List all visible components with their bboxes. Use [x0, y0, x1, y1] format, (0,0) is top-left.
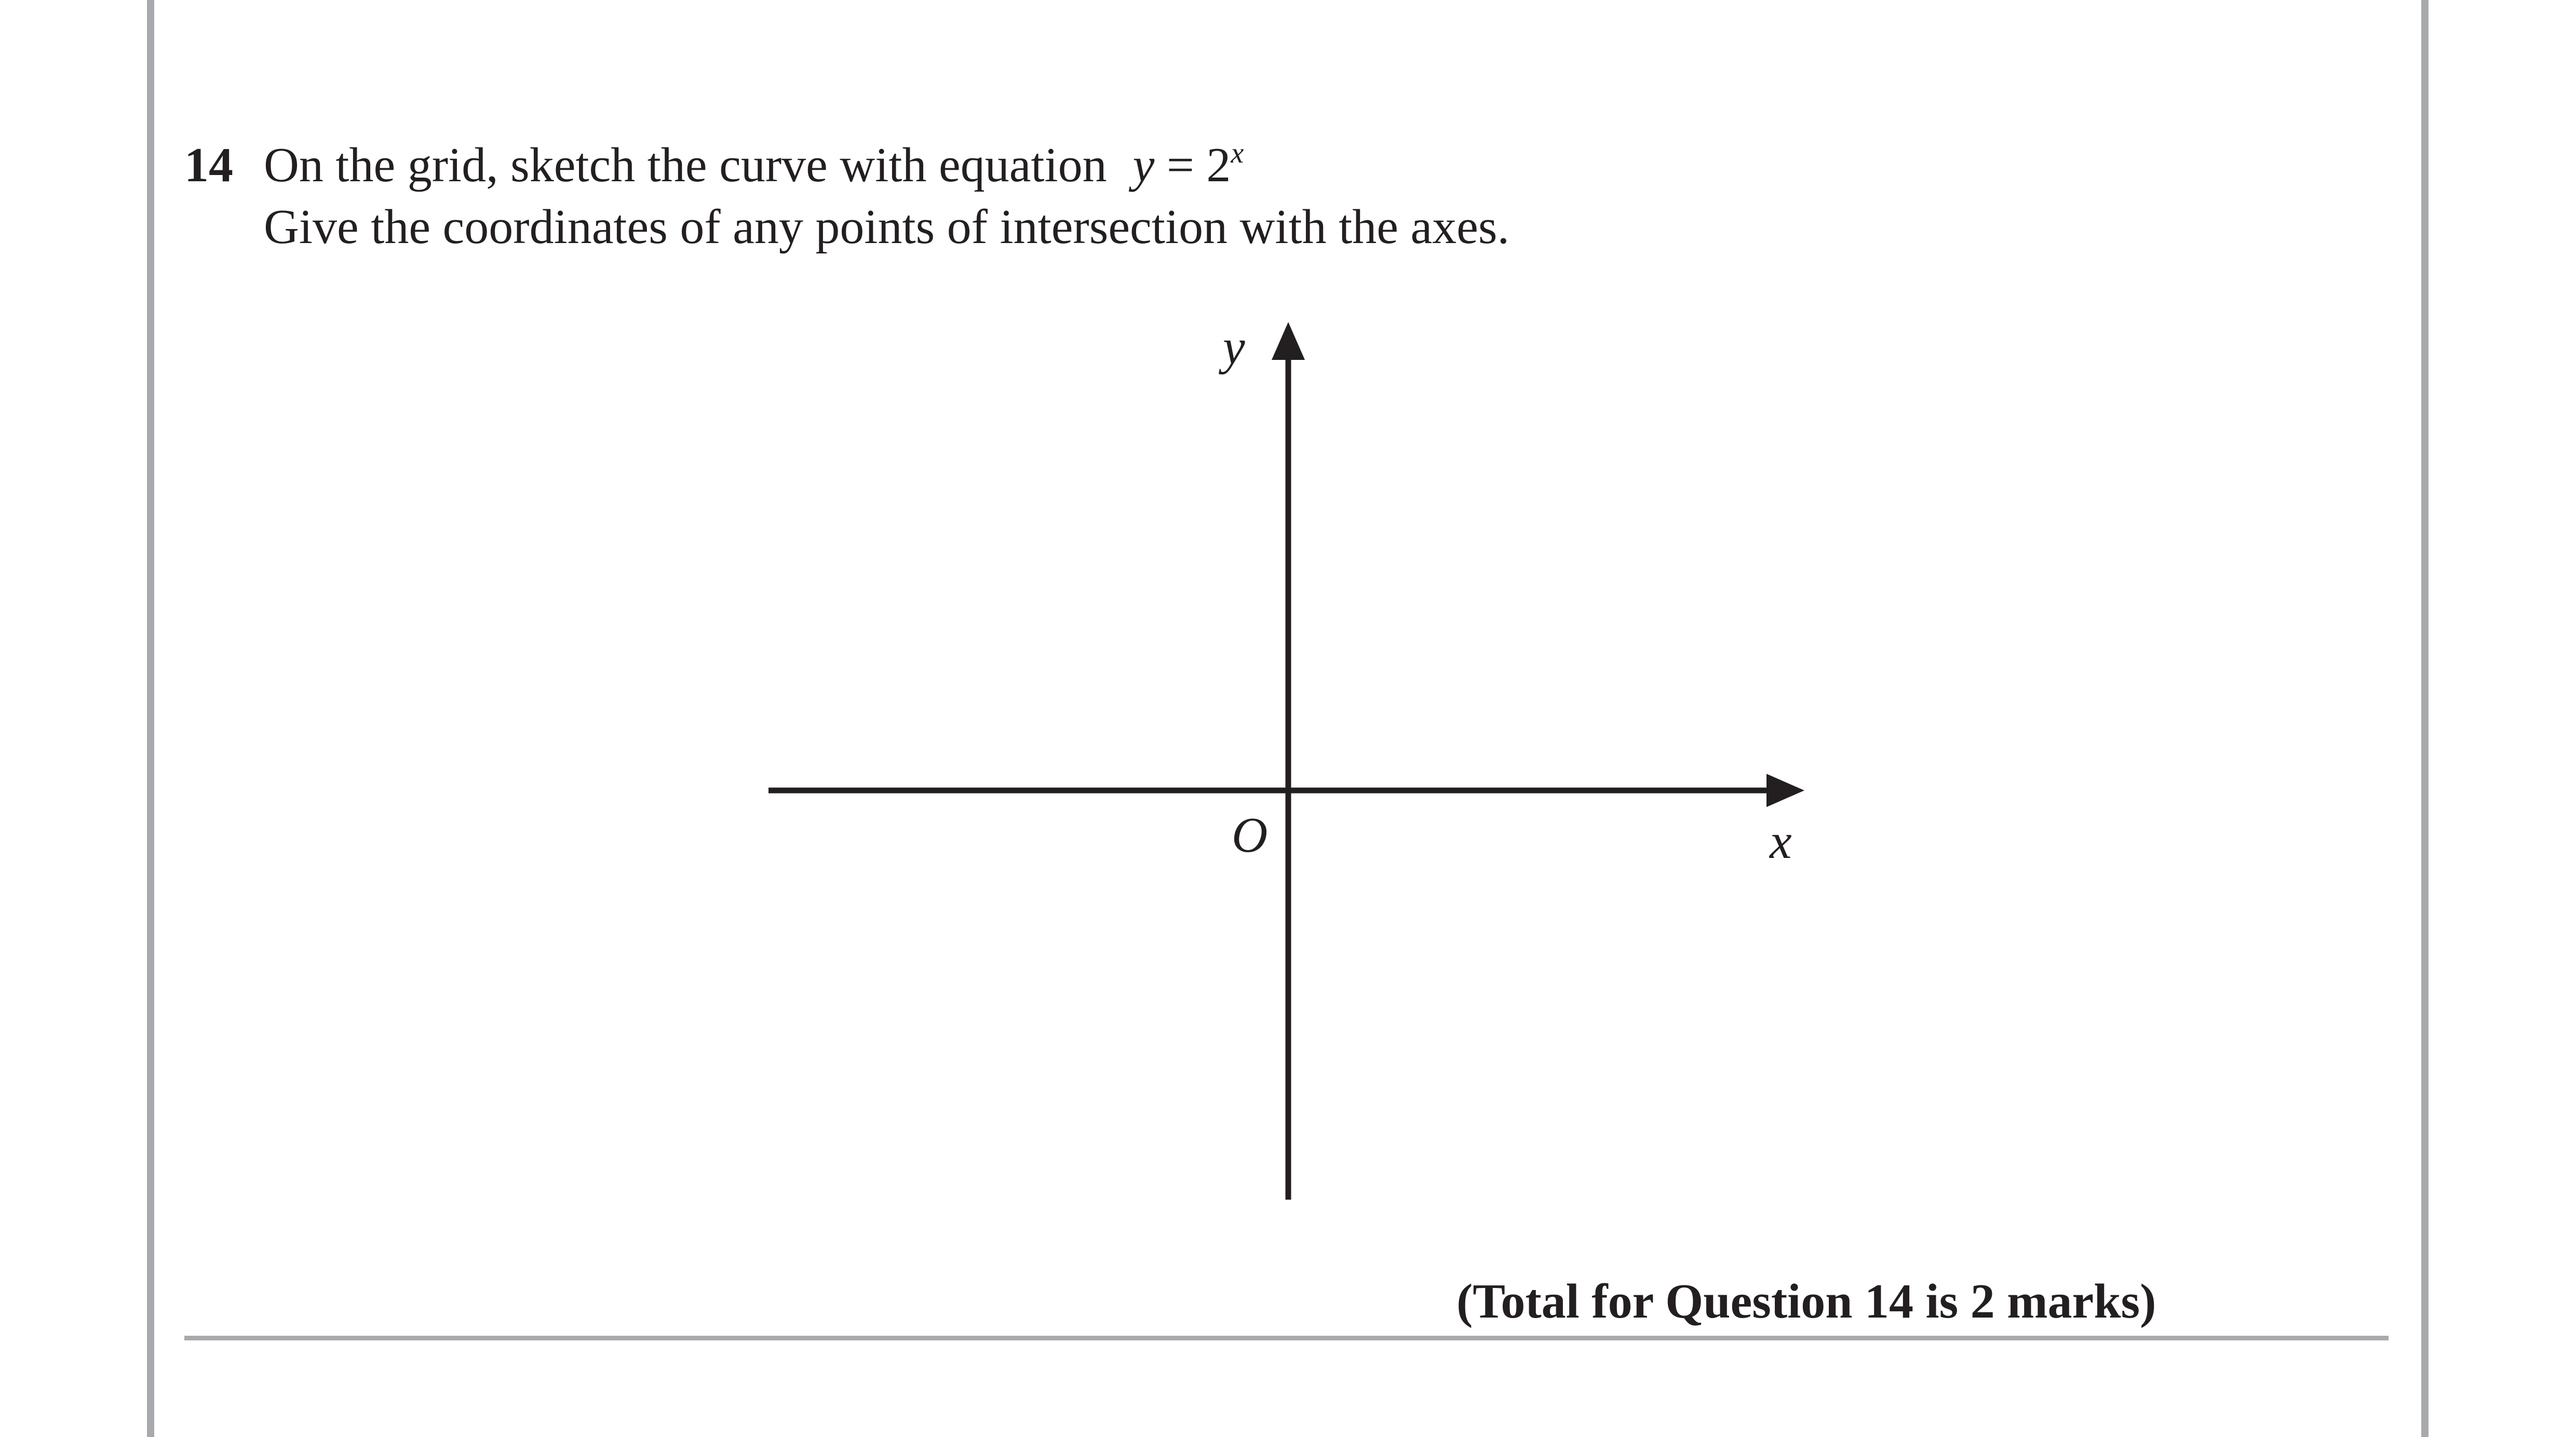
origin-label: O [1232, 807, 1268, 863]
bottom-rule [184, 1336, 2389, 1340]
question-text-1: On the grid, sketch the curve with equation [264, 138, 1107, 192]
equation-lhs: y [1132, 138, 1155, 192]
x-axis-label: x [1770, 813, 1792, 869]
equation-equals: = 2 [1154, 138, 1231, 192]
x-axis-arrow [1766, 774, 1804, 807]
question-number: 14 [184, 138, 233, 192]
total-marks: (Total for Question 14 is 2 marks) [1456, 1274, 2156, 1328]
y-axis-label: y [1223, 319, 1245, 374]
question-line-2: Give the coordinates of any points of intersection with the axes. [264, 200, 1509, 254]
y-axis-arrow [1272, 322, 1305, 360]
equation-exponent: x [1231, 137, 1244, 169]
